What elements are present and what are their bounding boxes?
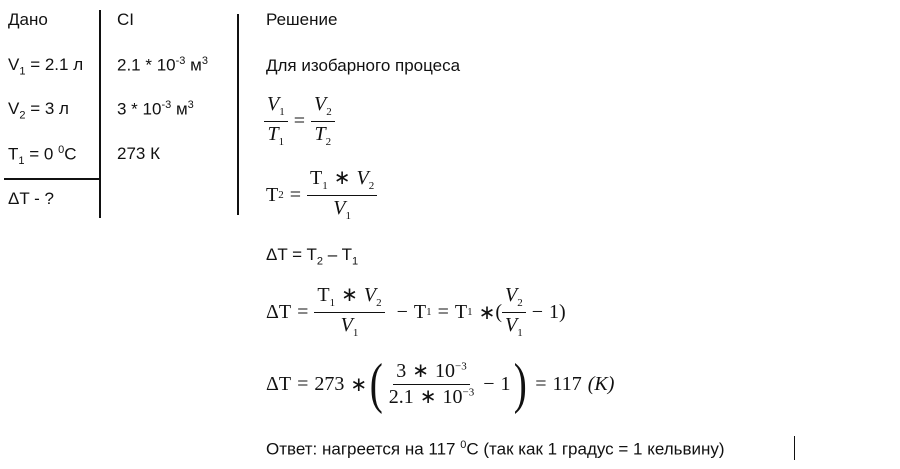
given-divider — [4, 178, 100, 180]
formula-gay-lussac: $\frac{V_1}{T_1}$ = $\frac{V_2}{T_2}$ — [264, 94, 335, 148]
si-v1: $2.1 * 10^{-3}$ $м^3$ — [117, 55, 208, 75]
answer-line: Ответ: нагреется на 117 $^0$С (так как 1 градус = 1 кельвину) — [266, 439, 725, 459]
text-cursor — [794, 436, 795, 460]
given-header: Дано — [8, 10, 48, 29]
process-label: Для изобарного процеса — [266, 56, 461, 75]
column-divider-left — [99, 10, 101, 218]
formula-delta-general: ΔT = $\frac{T_1 ∗ V_2}{V_1}$ − T 1 = T 1 ∗ ( $\frac{V_2}{V_1}$ − 1 ) — [266, 284, 566, 339]
given-t1: $T_1 = 0$ $^0$C — [8, 144, 77, 168]
column-divider-right — [237, 14, 239, 215]
given-v1: $V_1 = 2.1$ л — [8, 55, 84, 78]
formula-delta-numeric: ΔT = 273 ∗ ( $\frac{3 ∗ 10^{-3}}{2.1 ∗ 10^{-3}}$ − 1 ) = 117 (K) — [266, 353, 615, 415]
solution-header: Решение — [266, 10, 338, 29]
delta-line: $\Delta T = T_2 - T_1$ — [266, 245, 359, 268]
formula-t2: T 2 = $\frac{T_1 ∗ V_2}{V_1}$ — [266, 168, 377, 222]
given-find: ΔT - ? — [8, 189, 54, 208]
si-header: CI — [117, 10, 134, 29]
given-v2: $V_2 = 3$ л — [8, 99, 69, 122]
si-t1: 273 К — [117, 144, 160, 163]
si-v2: $3 * 10^{-3}$ $м^3$ — [117, 99, 194, 119]
